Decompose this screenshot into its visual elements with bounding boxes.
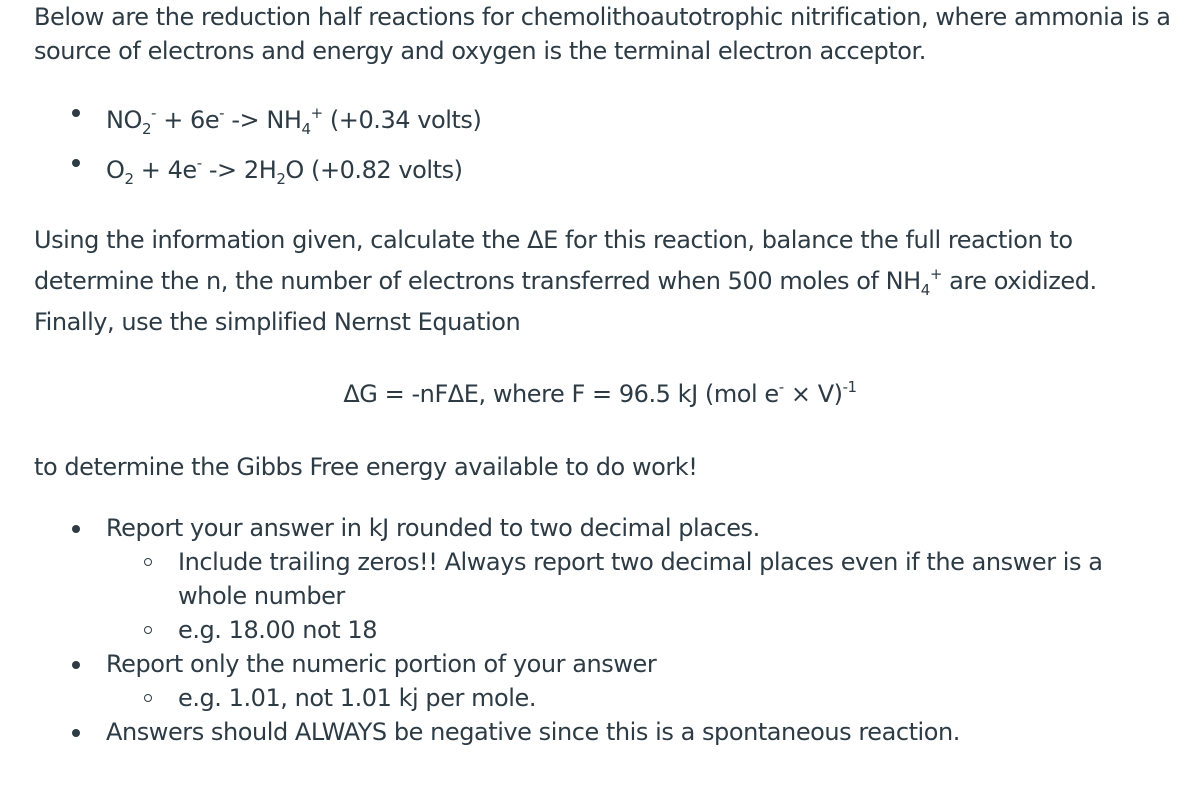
- superscript: +: [310, 104, 323, 122]
- subscript: 2: [141, 120, 152, 138]
- superscript: -1: [842, 378, 857, 396]
- superscript: +: [929, 265, 942, 283]
- instructions-text: Using the information given, calculate the ΔE for this reaction, balance the full reaction to determine the n, the number of electrons transferred when 500 moles of NH: [34, 226, 1073, 295]
- subscript: 4: [920, 281, 930, 299]
- reaction-text: + 4e: [133, 156, 197, 184]
- half-reaction-nitrite: [106, 95, 481, 145]
- half-reactions-list: [106, 95, 481, 195]
- rule-item: Answers should ALWAYS be negative since this is a spontaneous reaction.: [106, 715, 1168, 749]
- reaction-text: NO: [106, 106, 142, 134]
- rule-subitem: e.g. 1.01, not 1.01 kj per mole.: [178, 681, 1168, 715]
- subscript: 2: [276, 170, 286, 188]
- determine-paragraph: to determine the Gibbs Free energy available to do work!: [34, 453, 698, 481]
- reaction-potential: O (+0.82 volts): [285, 156, 463, 184]
- rule-subitem: Include trailing zeros!! Always report two decimal places even if the answer is a whole number: [178, 545, 1168, 613]
- formula-text: × V): [783, 380, 843, 408]
- reporting-rules-list: [106, 511, 1168, 749]
- rule-subitem: e.g. 18.00 not 18: [178, 613, 1168, 647]
- instructions-paragraph: [34, 220, 1184, 343]
- subscript: 4: [301, 120, 311, 138]
- intro-paragraph: Below are the reduction half reactions for chemolithoautotrophic nitrification, where ammonia is a source of electrons and energy and oxygen is the terminal electron acceptor.: [34, 3, 1171, 65]
- reaction-potential: (+0.34 volts): [322, 106, 482, 134]
- nernst-formula: [0, 380, 1200, 408]
- reaction-text: -> NH: [224, 106, 302, 134]
- half-reaction-oxygen: [106, 145, 481, 195]
- superscript: -: [219, 104, 225, 122]
- superscript: -: [778, 378, 784, 396]
- superscript: -: [196, 154, 202, 172]
- rule-item: [106, 647, 1168, 715]
- instructions-text: are oxidized. Finally, use the simplified Nernst Equation: [34, 267, 1097, 336]
- formula-text: ΔG = -nFΔE, where F = 96.5 kJ (mol e: [343, 380, 779, 408]
- superscript: -: [151, 104, 157, 122]
- reaction-text: + 6e: [156, 106, 220, 134]
- rule-item: [106, 511, 1168, 647]
- rule-sublist: [106, 545, 1168, 647]
- rule-text: Report your answer in kJ rounded to two decimal places.: [106, 514, 760, 542]
- rule-sublist: [106, 681, 1168, 715]
- reaction-text: -> 2H: [201, 156, 277, 184]
- reaction-text: O: [106, 156, 125, 184]
- subscript: 2: [124, 170, 134, 188]
- rule-text: Report only the numeric portion of your answer: [106, 650, 657, 678]
